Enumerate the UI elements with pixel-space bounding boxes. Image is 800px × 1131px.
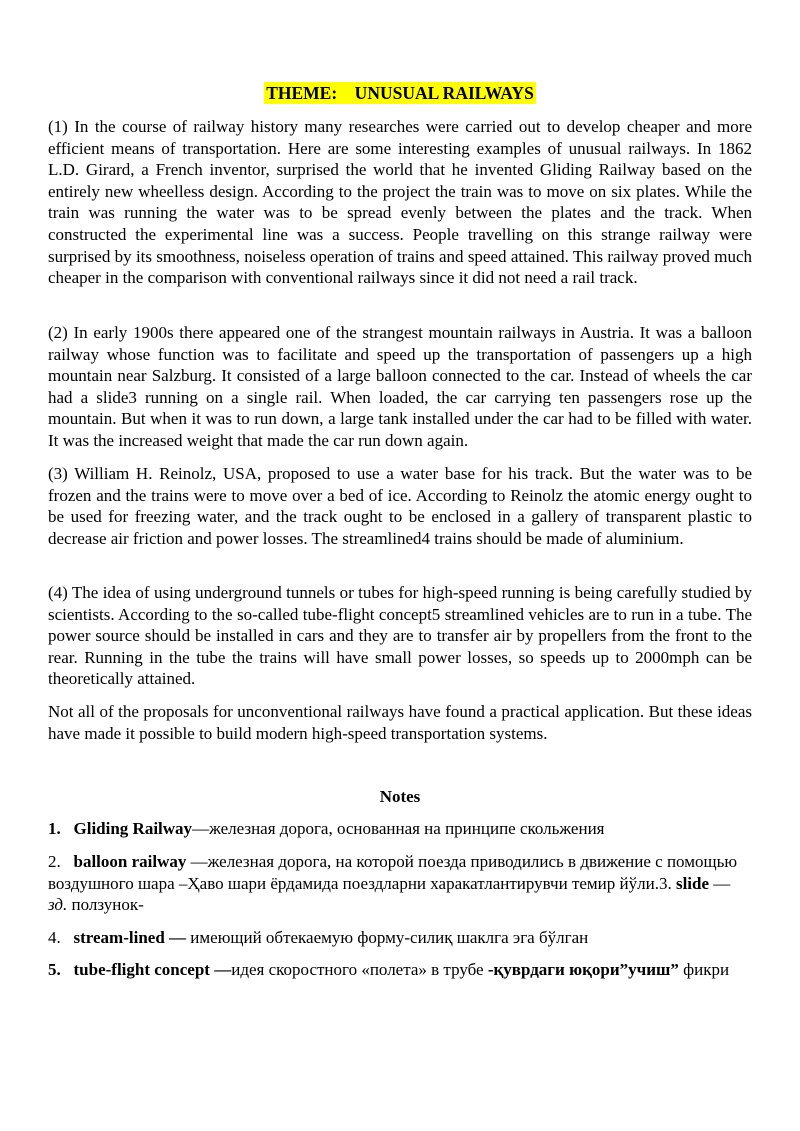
notes-heading: Notes — [379, 787, 421, 806]
note-5-definition: идея скоростного «полета» в трубе — [231, 960, 488, 979]
note-1-number: 1. — [48, 819, 61, 838]
note-3-dash: — — [709, 873, 731, 893]
note-5-tail: фикри — [678, 960, 730, 979]
note-4-definition: имеющий обтекаемую форму-силиқ шаклга эга бўлган — [186, 928, 589, 947]
note-5 — [48, 959, 752, 981]
note-1 — [48, 818, 752, 840]
title-line — [0, 83, 800, 105]
paragraph-1: (1) In the course of railway history many researches were carried out to develop cheaper and more efficient means of transportation. Here are some interesting examples of unusual railways. In 1862 L.D. Girard, a French inventor, surprised the world that he invented Gliding Railway based on the entirely new wheelless design. According to the project the train was to move on six plates. While the train was running the water was to be spread evenly between the plates and the track. When constructed the experimental line was a success. People travelling on this strange railway were surprised by its smoothness, noiseless operation of trains and speed attained. This railway proved much cheaper in the comparison with conventional railways since it did not need a rail track. — [48, 117, 752, 288]
document-title: THEME: UNUSUAL RAILWAYS — [266, 83, 534, 103]
note-4-number: 4. — [48, 928, 61, 947]
paragraph-4: (4) The idea of using underground tunnels or tubes for high-speed running is being carefully studied by scientists. According to the so-called tube-flight concept5 streamlined vehicles are to run in a tube. The power source should be installed in cars and they are to transfer air by propellers from the front to the rear. Running in the tube the trains will have small power losses, so speeds up to 2000mph can be theoretically attained. — [48, 583, 752, 689]
note-2 — [48, 851, 752, 916]
note-2-number: 2. — [48, 852, 61, 871]
note-2-term: balloon railway — [73, 852, 187, 871]
note-4-term: stream-lined — — [73, 928, 187, 947]
paragraph-5: Not all of the proposals for unconventional railways have found a practical application. But these ideas have made it possible to build modern high-speed transportation systems. — [48, 702, 752, 743]
note-2-definition: —железная дорога, на которой поезда приводились в движение с помощью воздушного шара –Ҳаво шари ёрдамида поездларни харакатлантирувчи темир йўли.3. — [48, 852, 738, 893]
note-3-definition: ползунок- — [67, 895, 144, 915]
note-4 — [48, 927, 752, 949]
paragraph-2: (2) In early 1900s there appeared one of the strangest mountain railways in Austria. It was a balloon railway whose function was to facilitate and speed up the transportation of passengers up a high mountain near Salzburg. It consisted of a large balloon connected to the car. Instead of wheels the car had a slide3 running on a single rail. When loaded, the car carrying ten passengers rose up the mountain. But when it was to run down, a large tank installed under the car had to be filled with water. It was the increased weight that made the car run down again. — [48, 323, 752, 450]
paragraph-3: (3) William H. Reinolz, USA, proposed to use a water base for his track. But the water was to be frozen and the trains were to move over a bed of ice. According to Reinolz the atomic energy ought to be used for freezing water, and the track ought to be enclosed in a gallery of transparent plastic to decrease air friction and power losses. The streamlined4 trains should be made of aluminium. — [48, 464, 752, 548]
note-5-uzbek-term: -қуврдаги юқори”учиш” — [487, 960, 679, 979]
note-1-term: Gliding Railway — [73, 819, 193, 838]
note-5-number: 5. — [48, 960, 61, 979]
note-1-definition: —железная дорога, основанная на принципе скольжения — [192, 819, 605, 838]
note-5-term: tube-flight concept — — [73, 960, 232, 979]
note-3-term: slide — [675, 873, 710, 893]
note-3-abbreviation: зд. — [48, 895, 68, 915]
